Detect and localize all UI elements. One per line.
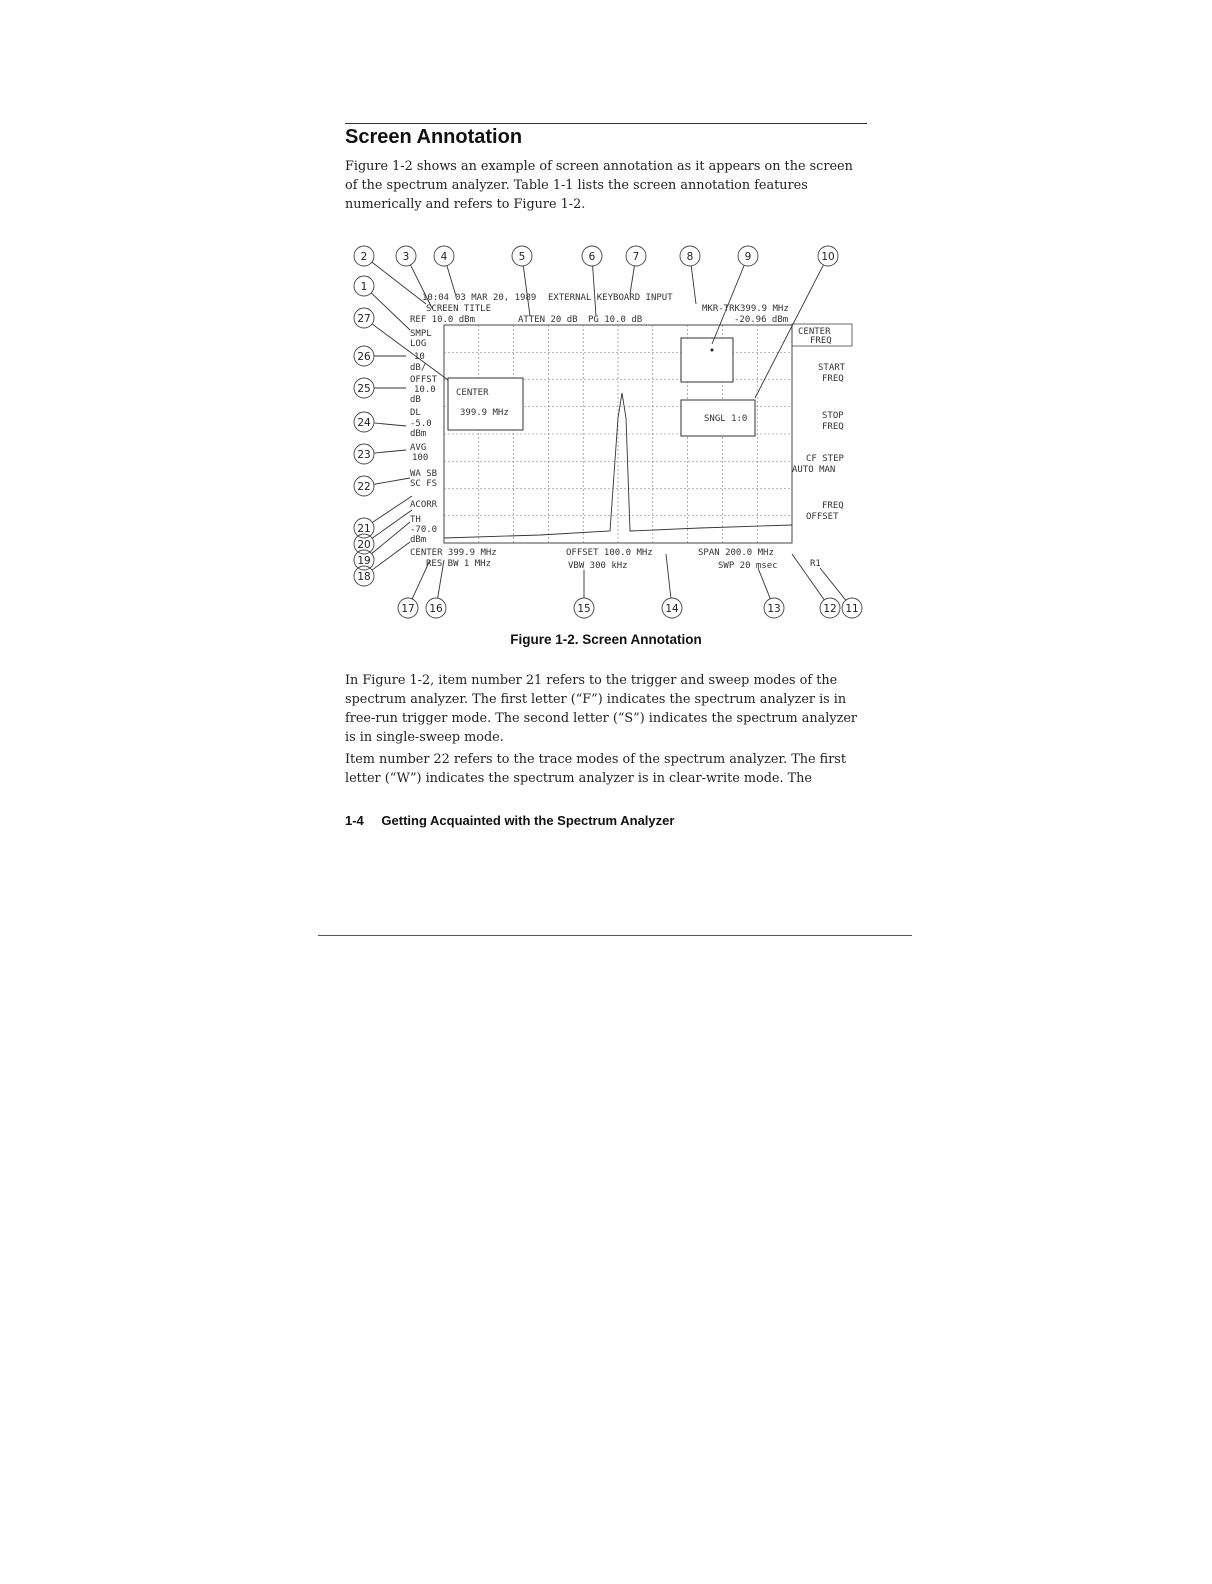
center-box-line2: 399.9 MHz [460, 408, 509, 418]
callout-leader-20 [372, 510, 412, 538]
bottom-res-bw: RES BW 1 MHz [426, 559, 492, 569]
left-scale-value: 10 [414, 352, 425, 362]
marker-box [681, 338, 733, 382]
left-log: LOG [410, 339, 427, 349]
left-offset-value: 10.0 [414, 385, 436, 395]
softkey-5-a: FREQ [822, 501, 844, 511]
callout-number-3: 3 [402, 251, 410, 263]
softkey-3-b: FREQ [822, 422, 844, 432]
left-offset-unit: dB [410, 395, 421, 405]
screen-title: SCREEN TITLE [426, 304, 492, 314]
callout-number-23: 23 [357, 449, 371, 461]
softkey-1-b: FREQ [810, 336, 832, 346]
callout-leader-1 [371, 293, 410, 330]
center-annotation-box [448, 378, 523, 430]
left-th-value: -70.0 [410, 525, 438, 535]
callout-number-12: 12 [823, 603, 837, 615]
callout-leader-22 [374, 478, 410, 484]
softkey-2-b: FREQ [822, 374, 844, 384]
paragraph-item-21: In Figure 1-2, item number 21 refers to the trigger and sweep modes of the spectrum analyzer. The first letter (“F”) indicates the spectrum analyzer is in free-run trigger mode. The second letter (“S”) indicates the spectrum analyzer is in single-sweep mode. [345, 673, 858, 745]
paragraph-item-22: Item number 22 refers to the trace modes of the spectrum analyzer. The first letter (“W”) indicates the spectrum analyzer is in clear-write mode. The [345, 752, 847, 786]
callout-number-27: 27 [357, 313, 371, 325]
callout-leader-19 [372, 522, 410, 554]
left-th-label: TH [410, 515, 421, 525]
callout-number-16: 16 [429, 603, 443, 615]
pg: PG 10.0 dB [588, 315, 643, 325]
callout-leader-6 [593, 266, 596, 316]
callout-leader-17 [412, 560, 430, 599]
callout-number-14: 14 [665, 603, 679, 615]
callout-number-10: 10 [821, 251, 835, 263]
page-footer [345, 813, 674, 828]
left-dl-value: -5.0 [410, 419, 432, 429]
marker-mode: MKR-TRK [702, 304, 740, 314]
callout-number-8: 8 [686, 251, 694, 263]
callout-leader-11 [820, 568, 846, 600]
callout-leader-23 [374, 450, 406, 453]
callout-leader-2 [372, 262, 426, 304]
left-sample: SMPL [410, 329, 432, 339]
left-avg-label: AVG [410, 443, 427, 453]
callout-number-19: 19 [357, 555, 371, 567]
softkey-5-b: OFFSET [806, 512, 839, 522]
softkey-4-a: CF STEP [806, 454, 844, 464]
callout-number-21: 21 [357, 523, 371, 535]
marker-amp: -20.96 dBm [734, 315, 789, 325]
callout-number-2: 2 [360, 251, 368, 263]
bottom-span: SPAN 200.0 MHz [698, 548, 774, 558]
left-dl-label: DL [410, 408, 421, 418]
callout-number-15: 15 [577, 603, 591, 615]
callout-number-1: 1 [360, 281, 368, 293]
callout-number-6: 6 [588, 251, 596, 263]
bottom-rule [318, 935, 912, 936]
left-corr: ACORR [410, 500, 438, 510]
top-message: EXTERNAL KEYBOARD INPUT [548, 293, 673, 303]
ref-level: REF 10.0 dBm [410, 315, 476, 325]
softkey-4-b: AUTO MAN [792, 465, 836, 475]
callout-number-22: 22 [357, 481, 371, 493]
softkey-1-a: CENTER [798, 327, 831, 337]
top-time: 10:04 [422, 293, 450, 303]
callout-leader-4 [447, 266, 456, 296]
bottom-r1: R1 [810, 559, 821, 569]
callout-number-4: 4 [440, 251, 448, 263]
bottom-offset: OFFSET 100.0 MHz [566, 548, 653, 558]
section-title: Screen Annotation [345, 126, 523, 148]
bottom-center: CENTER 399.9 MHz [410, 548, 497, 558]
softkey-3-a: STOP [822, 411, 844, 421]
softkey-2-a: START [818, 363, 846, 373]
figure-drawing [340, 238, 870, 638]
marker-freq: 399.9 MHz [740, 304, 789, 314]
callout-number-13: 13 [767, 603, 781, 615]
callout-leader-21 [372, 496, 412, 522]
softkey-labels [792, 327, 846, 522]
callout-number-20: 20 [357, 539, 371, 551]
callout-leader-8 [691, 266, 696, 304]
left-th-unit: dBm [410, 535, 427, 545]
callout-leader-5 [523, 266, 530, 316]
callout-number-26: 26 [357, 351, 371, 363]
callout-leader-14 [666, 554, 671, 598]
callout-leader-24 [374, 423, 406, 426]
callout-number-24: 24 [357, 417, 371, 429]
callout-number-7: 7 [632, 251, 640, 263]
left-avg-value: 100 [412, 453, 429, 463]
running-title: Getting Acquainted with the Spectrum Analyzer [381, 813, 675, 828]
screen-annotation-figure [340, 238, 870, 638]
bottom-sweep: SWP 20 msec [718, 561, 778, 571]
left-trigger-modes: SC FS [410, 479, 438, 489]
callout-number-9: 9 [744, 251, 752, 263]
atten: ATTEN 20 dB [518, 315, 578, 325]
bottom-vbw: VBW 300 kHz [568, 561, 628, 571]
top-date: 03 MAR 20, 1989 [455, 293, 537, 303]
left-scale-unit: dB/ [410, 363, 427, 373]
callout-number-17: 17 [401, 603, 415, 615]
left-dl-unit: dBm [410, 429, 427, 439]
callout-number-11: 11 [845, 603, 859, 615]
callout-leader-7 [630, 266, 634, 294]
callout-number-25: 25 [357, 383, 371, 395]
center-box-line1: CENTER [456, 388, 489, 398]
figure-caption: Figure 1-2. Screen Annotation [510, 632, 702, 647]
marker-dot [711, 349, 714, 352]
left-trace-modes: WA SB [410, 469, 438, 479]
page-number: 1-4 [345, 813, 364, 828]
intro-paragraph: Figure 1-2 shows an example of screen annotation as it appears on the screen of the spectrum analyzer. Table 1-1 lists the screen annotation features numerically and refers to Figure 1-2. [345, 159, 853, 212]
callout-number-18: 18 [357, 571, 371, 583]
left-offset-label: OFFST [410, 375, 438, 385]
sngl-box-text: SNGL 1:0 [704, 414, 748, 424]
callout-number-5: 5 [518, 251, 526, 263]
top-rule [345, 123, 867, 124]
callout-leader-13 [758, 568, 770, 599]
callout-leader-18 [372, 542, 410, 570]
